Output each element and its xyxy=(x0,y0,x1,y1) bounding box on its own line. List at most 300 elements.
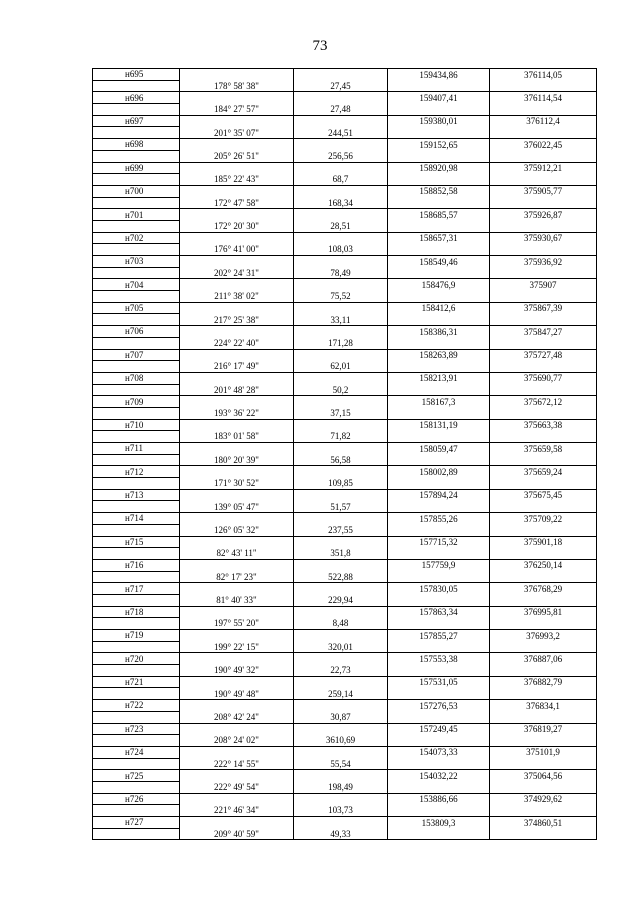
point-id: н700 xyxy=(93,185,180,197)
x-coordinate: 158059,47 xyxy=(388,443,490,455)
empty-cell xyxy=(294,723,388,735)
empty-cell xyxy=(93,688,180,700)
direction-angle: 224° 22' 40" xyxy=(180,337,294,349)
segment-row xyxy=(93,244,597,256)
empty-cell xyxy=(294,372,388,384)
empty-cell xyxy=(93,454,180,466)
direction-angle: 205° 26' 51" xyxy=(180,150,294,162)
empty-cell xyxy=(490,828,597,840)
segment-row xyxy=(93,805,597,817)
empty-cell xyxy=(294,349,388,361)
empty-cell xyxy=(490,244,597,256)
y-coordinate: 376112,4 xyxy=(490,115,597,127)
empty-cell xyxy=(490,337,597,349)
y-coordinate: 375901,18 xyxy=(490,536,597,548)
empty-cell xyxy=(93,174,180,186)
empty-cell xyxy=(490,594,597,606)
segment-length: 62,01 xyxy=(294,361,388,373)
empty-cell xyxy=(93,361,180,373)
segment-row xyxy=(93,594,597,606)
empty-cell xyxy=(180,69,294,81)
x-coordinate: 157531,05 xyxy=(388,676,490,688)
segment-row xyxy=(93,711,597,723)
empty-cell xyxy=(388,197,490,209)
y-coordinate: 375727,48 xyxy=(490,349,597,361)
empty-cell xyxy=(93,314,180,326)
segment-row xyxy=(93,524,597,536)
empty-cell xyxy=(490,291,597,303)
point-id: н708 xyxy=(93,372,180,384)
empty-cell xyxy=(180,115,294,127)
empty-cell xyxy=(93,524,180,536)
empty-cell xyxy=(180,536,294,548)
empty-cell xyxy=(294,396,388,408)
empty-cell xyxy=(93,478,180,490)
x-coordinate: 159380,01 xyxy=(388,115,490,127)
y-coordinate: 375907 xyxy=(490,279,597,291)
y-coordinate: 376114,54 xyxy=(490,92,597,104)
empty-cell xyxy=(490,548,597,560)
direction-angle: 176° 41' 00" xyxy=(180,244,294,256)
y-coordinate: 375847,27 xyxy=(490,326,597,338)
x-coordinate: 157894,24 xyxy=(388,489,490,501)
empty-cell xyxy=(180,676,294,688)
point-id: н710 xyxy=(93,419,180,431)
point-row xyxy=(93,443,597,455)
segment-row xyxy=(93,781,597,793)
empty-cell xyxy=(490,524,597,536)
empty-cell xyxy=(93,571,180,583)
point-row xyxy=(93,770,597,782)
segment-length: 51,57 xyxy=(294,501,388,513)
empty-cell xyxy=(490,174,597,186)
empty-cell xyxy=(490,267,597,279)
point-row xyxy=(93,606,597,618)
point-row xyxy=(93,162,597,174)
y-coordinate: 375101,9 xyxy=(490,746,597,758)
y-coordinate: 375672,12 xyxy=(490,396,597,408)
segment-row xyxy=(93,314,597,326)
empty-cell xyxy=(180,279,294,291)
point-id: н716 xyxy=(93,559,180,571)
empty-cell xyxy=(388,244,490,256)
segment-length: 168,34 xyxy=(294,197,388,209)
segment-length: 27,48 xyxy=(294,104,388,116)
x-coordinate: 159407,41 xyxy=(388,92,490,104)
empty-cell xyxy=(93,384,180,396)
x-coordinate: 157553,38 xyxy=(388,653,490,665)
x-coordinate: 158167,3 xyxy=(388,396,490,408)
point-id: н724 xyxy=(93,746,180,758)
empty-cell xyxy=(294,630,388,642)
point-row xyxy=(93,536,597,548)
y-coordinate: 376882,79 xyxy=(490,676,597,688)
segment-row xyxy=(93,454,597,466)
x-coordinate: 157276,53 xyxy=(388,700,490,712)
empty-cell xyxy=(294,139,388,151)
point-id: н705 xyxy=(93,302,180,314)
point-row xyxy=(93,279,597,291)
segment-length: 171,28 xyxy=(294,337,388,349)
point-id: н726 xyxy=(93,793,180,805)
empty-cell xyxy=(490,407,597,419)
y-coordinate: 375709,22 xyxy=(490,513,597,525)
segment-row xyxy=(93,478,597,490)
y-coordinate: 375663,38 xyxy=(490,419,597,431)
empty-cell xyxy=(180,256,294,268)
y-coordinate: 375912,21 xyxy=(490,162,597,174)
empty-cell xyxy=(294,209,388,221)
empty-cell xyxy=(93,220,180,232)
empty-cell xyxy=(93,735,180,747)
point-row xyxy=(93,115,597,127)
empty-cell xyxy=(294,793,388,805)
empty-cell xyxy=(180,513,294,525)
empty-cell xyxy=(490,618,597,630)
empty-cell xyxy=(388,104,490,116)
x-coordinate: 157759,9 xyxy=(388,559,490,571)
empty-cell xyxy=(180,817,294,829)
empty-cell xyxy=(388,407,490,419)
direction-angle: 201° 35' 07" xyxy=(180,127,294,139)
point-row xyxy=(93,69,597,81)
point-row xyxy=(93,92,597,104)
empty-cell xyxy=(490,711,597,723)
segment-row xyxy=(93,104,597,116)
segment-length: 198,49 xyxy=(294,781,388,793)
empty-cell xyxy=(490,478,597,490)
empty-cell xyxy=(294,700,388,712)
empty-cell xyxy=(180,723,294,735)
empty-cell xyxy=(388,688,490,700)
point-id: н706 xyxy=(93,326,180,338)
x-coordinate: 158412,6 xyxy=(388,302,490,314)
empty-cell xyxy=(180,559,294,571)
empty-cell xyxy=(388,641,490,653)
segment-row xyxy=(93,127,597,139)
direction-angle: 197° 55' 20" xyxy=(180,618,294,630)
direction-angle: 190° 49' 48" xyxy=(180,688,294,700)
y-coordinate: 374860,51 xyxy=(490,817,597,829)
point-id: н712 xyxy=(93,466,180,478)
empty-cell xyxy=(180,606,294,618)
point-row xyxy=(93,630,597,642)
empty-cell xyxy=(93,150,180,162)
x-coordinate: 158213,91 xyxy=(388,372,490,384)
empty-cell xyxy=(490,150,597,162)
empty-cell xyxy=(388,361,490,373)
y-coordinate: 375930,67 xyxy=(490,232,597,244)
segment-row xyxy=(93,758,597,770)
segment-row xyxy=(93,197,597,209)
empty-cell xyxy=(388,758,490,770)
segment-row xyxy=(93,384,597,396)
direction-angle: 82° 43' 11" xyxy=(180,548,294,560)
point-id: н717 xyxy=(93,583,180,595)
point-row xyxy=(93,185,597,197)
segment-row xyxy=(93,501,597,513)
y-coordinate: 376022,45 xyxy=(490,139,597,151)
x-coordinate: 154032,22 xyxy=(388,770,490,782)
point-id: н701 xyxy=(93,209,180,221)
point-row xyxy=(93,466,597,478)
segment-length: 71,82 xyxy=(294,431,388,443)
empty-cell xyxy=(388,127,490,139)
direction-angle: 217° 25' 38" xyxy=(180,314,294,326)
segment-length: 78,49 xyxy=(294,267,388,279)
empty-cell xyxy=(294,302,388,314)
empty-cell xyxy=(294,653,388,665)
empty-cell xyxy=(180,372,294,384)
direction-angle: 172° 20' 30" xyxy=(180,220,294,232)
empty-cell xyxy=(490,384,597,396)
empty-cell xyxy=(180,489,294,501)
empty-cell xyxy=(180,185,294,197)
empty-cell xyxy=(388,337,490,349)
empty-cell xyxy=(93,291,180,303)
point-row xyxy=(93,419,597,431)
empty-cell xyxy=(180,232,294,244)
direction-angle: 209° 40' 59" xyxy=(180,828,294,840)
point-id: н721 xyxy=(93,676,180,688)
segment-row xyxy=(93,174,597,186)
empty-cell xyxy=(388,150,490,162)
point-row xyxy=(93,746,597,758)
empty-cell xyxy=(93,501,180,513)
point-id: н715 xyxy=(93,536,180,548)
direction-angle: 172° 47' 58" xyxy=(180,197,294,209)
empty-cell xyxy=(490,127,597,139)
point-id: н695 xyxy=(93,69,180,81)
segment-row xyxy=(93,407,597,419)
empty-cell xyxy=(388,80,490,92)
x-coordinate: 158476,9 xyxy=(388,279,490,291)
empty-cell xyxy=(490,735,597,747)
empty-cell xyxy=(388,501,490,513)
empty-cell xyxy=(490,758,597,770)
empty-cell xyxy=(388,478,490,490)
empty-cell xyxy=(388,711,490,723)
segment-length: 22,73 xyxy=(294,665,388,677)
direction-angle: 81° 40' 33" xyxy=(180,594,294,606)
y-coordinate: 376819,27 xyxy=(490,723,597,735)
direction-angle: 193° 36' 22" xyxy=(180,407,294,419)
empty-cell xyxy=(294,770,388,782)
segment-length: 351,8 xyxy=(294,548,388,560)
empty-cell xyxy=(294,185,388,197)
segment-length: 3610,69 xyxy=(294,735,388,747)
y-coordinate: 375064,56 xyxy=(490,770,597,782)
segment-length: 37,15 xyxy=(294,407,388,419)
segment-length: 229,94 xyxy=(294,594,388,606)
empty-cell xyxy=(294,676,388,688)
coordinates-table-body xyxy=(93,69,597,840)
segment-length: 8,48 xyxy=(294,618,388,630)
empty-cell xyxy=(388,431,490,443)
empty-cell xyxy=(93,80,180,92)
segment-length: 75,52 xyxy=(294,291,388,303)
point-id: н718 xyxy=(93,606,180,618)
empty-cell xyxy=(294,326,388,338)
segment-length: 55,54 xyxy=(294,758,388,770)
empty-cell xyxy=(180,139,294,151)
direction-angle: 222° 14' 55" xyxy=(180,758,294,770)
point-id: н702 xyxy=(93,232,180,244)
empty-cell xyxy=(180,162,294,174)
empty-cell xyxy=(180,302,294,314)
empty-cell xyxy=(388,665,490,677)
y-coordinate: 375659,24 xyxy=(490,466,597,478)
y-coordinate: 376995,81 xyxy=(490,606,597,618)
point-id: н703 xyxy=(93,256,180,268)
segment-length: 320,01 xyxy=(294,641,388,653)
empty-cell xyxy=(490,688,597,700)
x-coordinate: 157855,27 xyxy=(388,630,490,642)
x-coordinate: 157855,26 xyxy=(388,513,490,525)
empty-cell xyxy=(294,817,388,829)
direction-angle: 190° 49' 32" xyxy=(180,665,294,677)
empty-cell xyxy=(180,793,294,805)
segment-length: 49,33 xyxy=(294,828,388,840)
empty-cell xyxy=(294,69,388,81)
empty-cell xyxy=(388,267,490,279)
y-coordinate: 376834,1 xyxy=(490,700,597,712)
point-row xyxy=(93,372,597,384)
point-id: н722 xyxy=(93,700,180,712)
empty-cell xyxy=(93,828,180,840)
segment-row xyxy=(93,665,597,677)
segment-row xyxy=(93,361,597,373)
empty-cell xyxy=(490,571,597,583)
segment-length: 50,2 xyxy=(294,384,388,396)
direction-angle: 139° 05' 47" xyxy=(180,501,294,513)
point-id: н720 xyxy=(93,653,180,665)
empty-cell xyxy=(294,443,388,455)
y-coordinate: 375675,45 xyxy=(490,489,597,501)
direction-angle: 171° 30' 52" xyxy=(180,478,294,490)
empty-cell xyxy=(93,337,180,349)
empty-cell xyxy=(294,419,388,431)
y-coordinate: 376993,2 xyxy=(490,630,597,642)
segment-length: 237,55 xyxy=(294,524,388,536)
y-coordinate: 375905,77 xyxy=(490,185,597,197)
empty-cell xyxy=(294,489,388,501)
x-coordinate: 158131,19 xyxy=(388,419,490,431)
point-id: н697 xyxy=(93,115,180,127)
point-id: н714 xyxy=(93,513,180,525)
empty-cell xyxy=(180,630,294,642)
point-row xyxy=(93,326,597,338)
x-coordinate: 153809,3 xyxy=(388,817,490,829)
x-coordinate: 153886,66 xyxy=(388,793,490,805)
point-row xyxy=(93,583,597,595)
coordinates-table xyxy=(92,68,597,840)
x-coordinate: 157715,32 xyxy=(388,536,490,548)
segment-length: 103,73 xyxy=(294,805,388,817)
direction-angle: 178° 58' 38" xyxy=(180,80,294,92)
y-coordinate: 375926,87 xyxy=(490,209,597,221)
point-row xyxy=(93,396,597,408)
point-row xyxy=(93,302,597,314)
direction-angle: 180° 20' 39" xyxy=(180,454,294,466)
page-number: 73 xyxy=(312,38,328,54)
empty-cell xyxy=(490,220,597,232)
empty-cell xyxy=(388,805,490,817)
x-coordinate: 158386,31 xyxy=(388,326,490,338)
empty-cell xyxy=(490,641,597,653)
empty-cell xyxy=(93,127,180,139)
direction-angle: 221° 46' 34" xyxy=(180,805,294,817)
segment-length: 68,7 xyxy=(294,174,388,186)
segment-length: 108,03 xyxy=(294,244,388,256)
empty-cell xyxy=(490,431,597,443)
empty-cell xyxy=(93,548,180,560)
x-coordinate: 158657,31 xyxy=(388,232,490,244)
empty-cell xyxy=(180,583,294,595)
empty-cell xyxy=(294,92,388,104)
segment-length: 27,45 xyxy=(294,80,388,92)
point-id: н727 xyxy=(93,817,180,829)
direction-angle: 202° 24' 31" xyxy=(180,267,294,279)
x-coordinate: 158263,89 xyxy=(388,349,490,361)
point-row xyxy=(93,559,597,571)
point-id: н711 xyxy=(93,443,180,455)
empty-cell xyxy=(388,314,490,326)
direction-angle: 82° 17' 23" xyxy=(180,571,294,583)
segment-row xyxy=(93,688,597,700)
empty-cell xyxy=(294,606,388,618)
empty-cell xyxy=(388,220,490,232)
point-id: н698 xyxy=(93,139,180,151)
direction-angle: 185° 22' 43" xyxy=(180,174,294,186)
empty-cell xyxy=(388,291,490,303)
segment-length: 109,85 xyxy=(294,478,388,490)
y-coordinate: 374929,62 xyxy=(490,793,597,805)
empty-cell xyxy=(180,443,294,455)
segment-row xyxy=(93,80,597,92)
empty-cell xyxy=(93,197,180,209)
empty-cell xyxy=(294,583,388,595)
x-coordinate: 154073,33 xyxy=(388,746,490,758)
point-row xyxy=(93,209,597,221)
segment-row xyxy=(93,735,597,747)
direction-angle: 201° 48' 28" xyxy=(180,384,294,396)
empty-cell xyxy=(180,396,294,408)
point-id: н707 xyxy=(93,349,180,361)
empty-cell xyxy=(490,454,597,466)
empty-cell xyxy=(180,349,294,361)
point-id: н704 xyxy=(93,279,180,291)
y-coordinate: 376114,05 xyxy=(490,69,597,81)
point-row xyxy=(93,723,597,735)
empty-cell xyxy=(490,781,597,793)
x-coordinate: 158549,46 xyxy=(388,256,490,268)
empty-cell xyxy=(294,536,388,548)
point-row xyxy=(93,817,597,829)
x-coordinate: 158685,57 xyxy=(388,209,490,221)
empty-cell xyxy=(93,407,180,419)
direction-angle: 184° 27' 57" xyxy=(180,104,294,116)
segment-row xyxy=(93,618,597,630)
empty-cell xyxy=(93,431,180,443)
point-id: н725 xyxy=(93,770,180,782)
x-coordinate: 159434,86 xyxy=(388,69,490,81)
direction-angle: 211° 38' 02" xyxy=(180,291,294,303)
empty-cell xyxy=(180,653,294,665)
point-row xyxy=(93,513,597,525)
empty-cell xyxy=(180,326,294,338)
direction-angle: 222° 49' 54" xyxy=(180,781,294,793)
